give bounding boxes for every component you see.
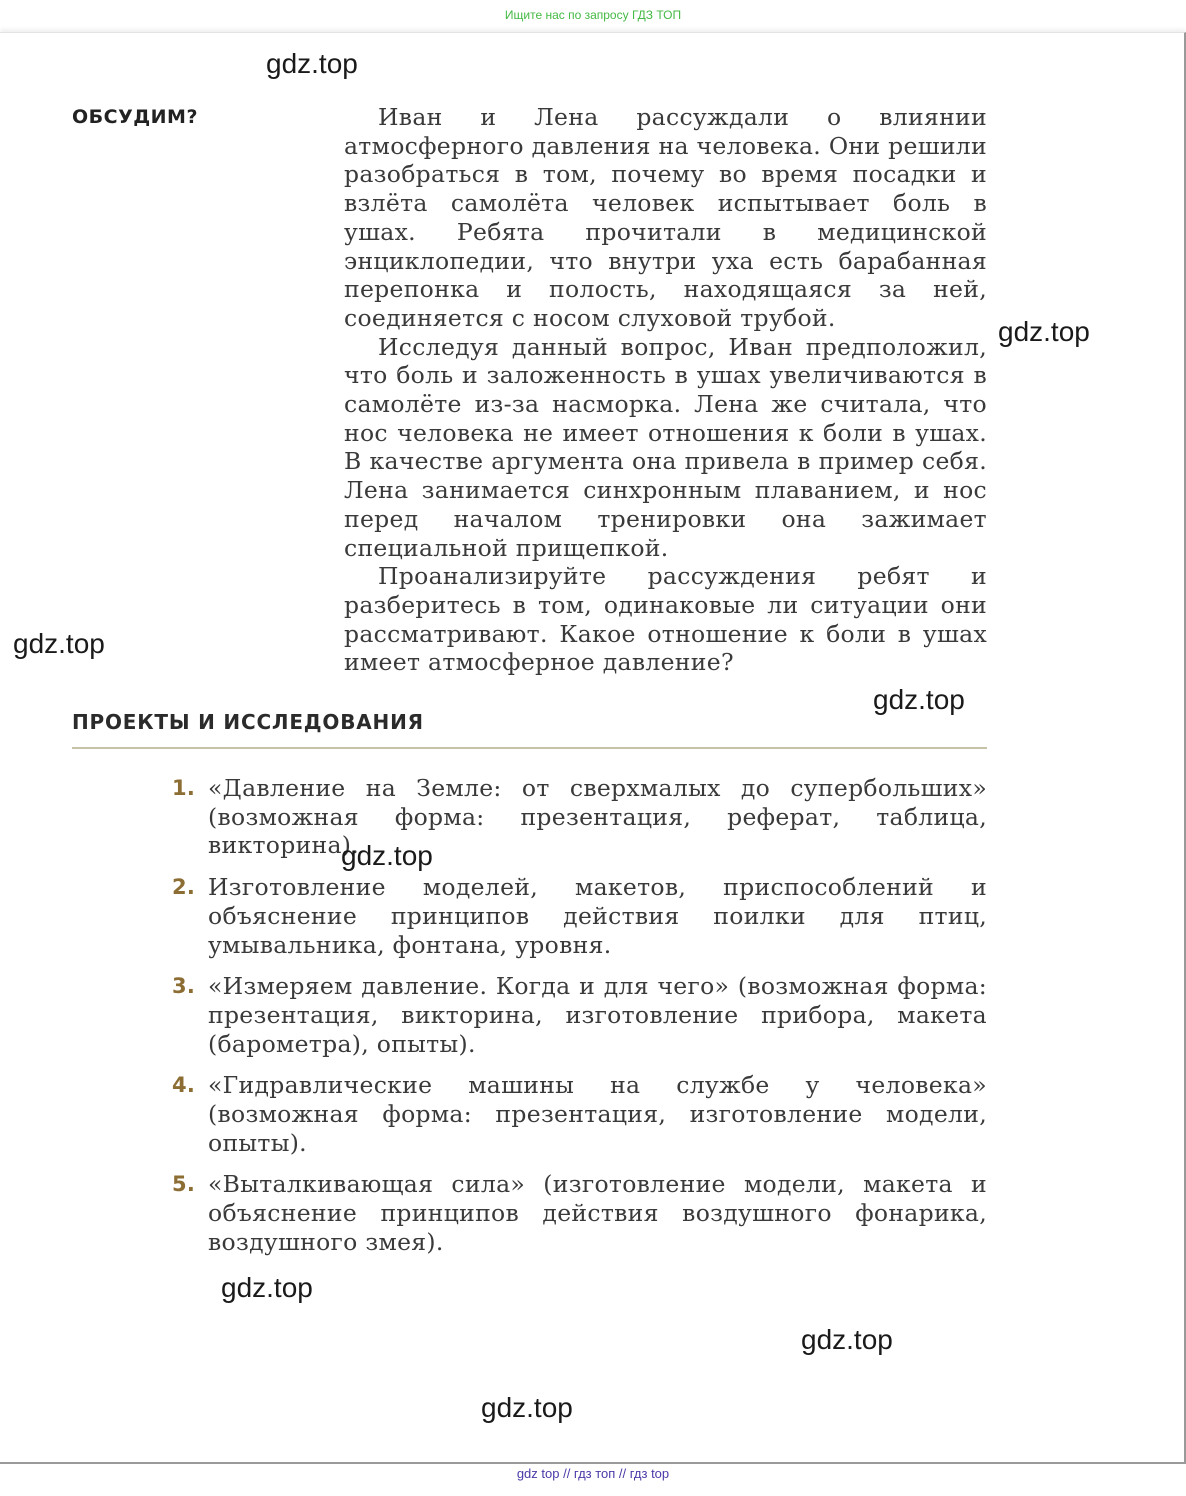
projects-list	[172, 774, 987, 1270]
section-divider	[72, 747, 987, 749]
watermark: gdz.top	[341, 840, 433, 871]
watermark: gdz.top	[266, 48, 358, 79]
watermark: gdz.top	[801, 1324, 893, 1355]
discuss-paragraph: Исследуя данный вопрос, Иван предположил, что боль и заложенность в ушах увеличиваются в самолёте из-за насморка. Лена же считала, что нос человека не имеет отношения к боли в ушах. В качестве аргумента она привела в пример себя. Лена занимается синхронным плаванием, и нос перед началом тренировки она зажимает специальной прищепкой.	[344, 332, 987, 562]
item-text: Изготовление моделей, макетов, приспособлений и объяснение принципов действия поилки для птиц, умывальника, фонтана, уровня.	[208, 873, 987, 959]
watermark: gdz.top	[221, 1272, 313, 1303]
item-text: «Выталкивающая сила» (изготовление модели, макета и объяснение принципов действия воздушного фонарика, воздушного змея).	[208, 1170, 987, 1256]
list-item	[172, 873, 987, 959]
top-banner: Ищите нас по запросу ГДЗ ТОП	[504, 8, 682, 22]
list-item	[172, 774, 987, 860]
item-number: 5.	[172, 1172, 196, 1197]
discuss-paragraph: Иван и Лена рассуждали о влиянии атмосферного давления на человека. Они решили разобраться в том, почему во время посадки и взлёта самолёта человек испытывает боль в ушах. Ребята прочитали в медицинской энциклопедии, что внутри уха есть барабанная перепонка и полость, находящаяся за ней, соединяется с носом слуховой трубой.	[344, 103, 987, 332]
item-text: «Давление на Земле: от сверхмалых до супербольших» (возможная форма: презентация, реферат, таблица, викторина).	[208, 774, 987, 860]
item-number: 4.	[172, 1073, 196, 1098]
item-number: 3.	[172, 974, 196, 999]
watermark: gdz.top	[481, 1392, 573, 1423]
item-number: 2.	[172, 875, 196, 900]
watermark: gdz.top	[873, 684, 965, 715]
list-item	[172, 972, 987, 1058]
list-item	[172, 1071, 987, 1157]
discuss-body	[344, 103, 987, 677]
discuss-paragraph: Проанализируйте рассуждения ребят и разберитесь в том, одинаковые ли ситуации они рассматривают. Какое отношение к боли в ушах имеет атмосферное давление?	[344, 562, 987, 677]
footer-links[interactable]: gdz top // гдз топ // гдз top	[516, 1466, 670, 1481]
list-item	[172, 1170, 987, 1256]
watermark: gdz.top	[998, 316, 1090, 347]
item-text: «Гидравлические машины на службе у человека» (возможная форма: презентация, изготовление модели, опыты).	[208, 1071, 987, 1157]
watermark: gdz.top	[13, 628, 105, 659]
item-text: «Измеряем давление. Когда и для чего» (возможная форма: презентация, викторина, изготовление прибора, макета (барометра), опыты).	[208, 972, 987, 1058]
item-number: 1.	[172, 776, 196, 800]
projects-heading: ПРОЕКТЫ И ИССЛЕДОВАНИЯ	[72, 710, 424, 734]
discuss-heading: ОБСУДИМ?	[72, 106, 198, 128]
